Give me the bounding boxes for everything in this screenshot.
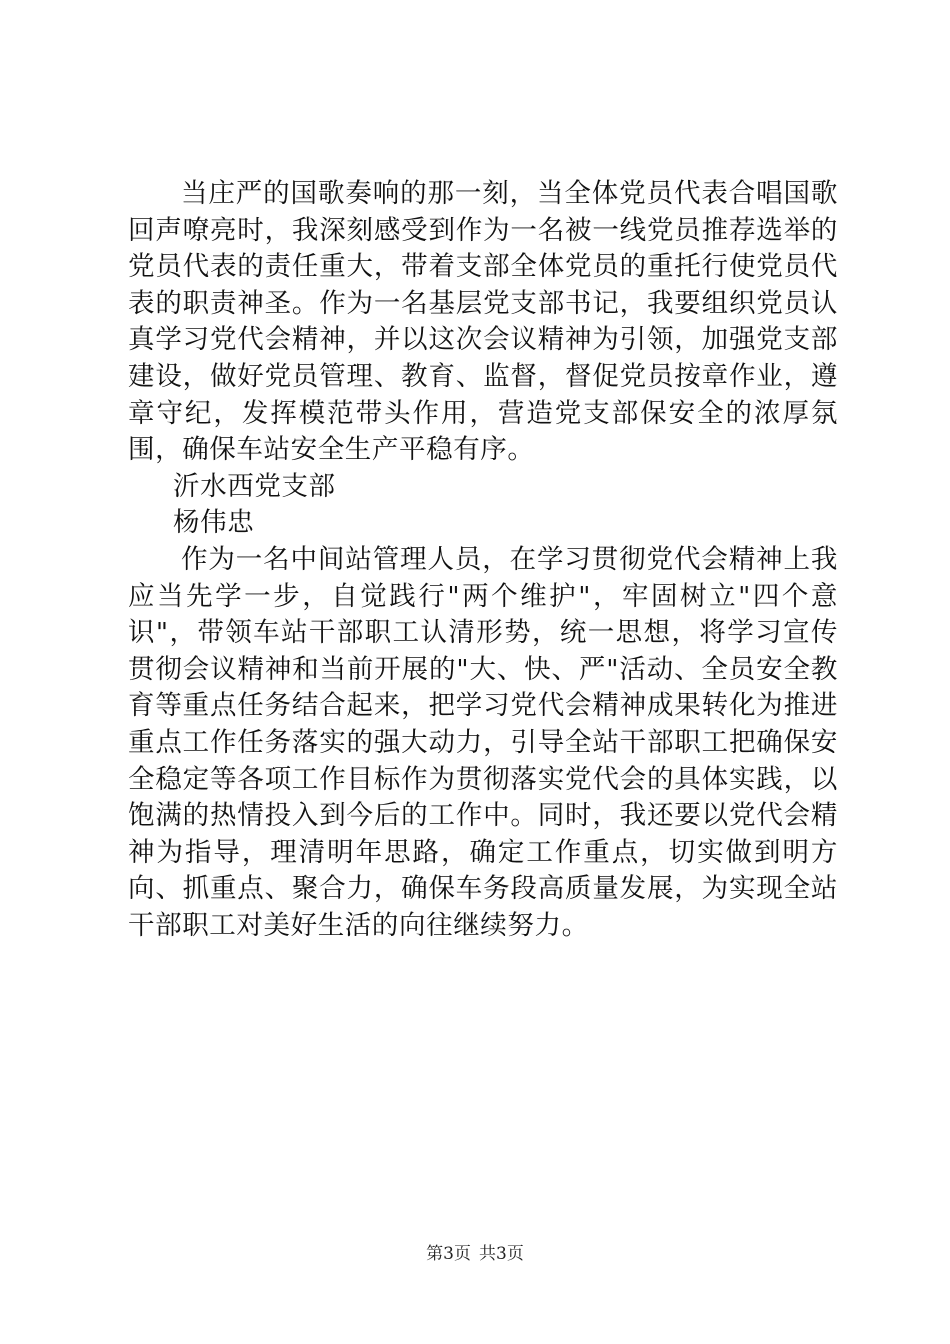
paragraph-1: 当庄严的国歌奏响的那一刻，当全体党员代表合唱国歌回声嘹亮时，我深刻感受到作为一名被一线党员推荐选举的党员代表的责任重大，带着支部全体党员的重托行使党员代表的职责神圣。作为一名基层党支部书记，我要组织党员认真学习党代会精神，并以这次会议精神为引领，加强党支部建设，做好党员管理、教育、监督，督促党员按章作业，遵章守纪，发挥模范带头作用，营造党支部保安全的浓厚氛围，确保车站安全生产平稳有序。 [128,178,838,466]
signature-name: 杨伟忠 [173,507,255,539]
page-number: 第3页 [426,1244,471,1264]
page-footer [0,1242,950,1266]
page-total: 共3页 [479,1244,524,1264]
signature-unit: 沂水西党支部 [173,470,336,502]
document-body [128,176,838,944]
paragraph-2: 作为一名中间站管理人员，在学习贯彻党代会精神上我应当先学一步，自觉践行"两个维护"，牢固树立"四个意识"，带领车站干部职工认清形势，统一思想，将学习宣传贯彻会议精神和当前开展的"大、快、严"活动、全员安全教育等重点任务结合起来，把学习党代会精神成果转化为推进重点工作任务落实的强大动力，引导全站干部职工把确保安全稳定等各项工作目标作为贯彻落实党代会的具体实践，以饱满的热情投入到今后的工作中。同时，我还要以党代会精神为指导，理清明年思路，确定工作重点，切实做到明方向、抓重点、聚合力，确保车务段高质量发展，为实现全站干部职工对美好生活的向往继续努力。 [128,543,838,941]
